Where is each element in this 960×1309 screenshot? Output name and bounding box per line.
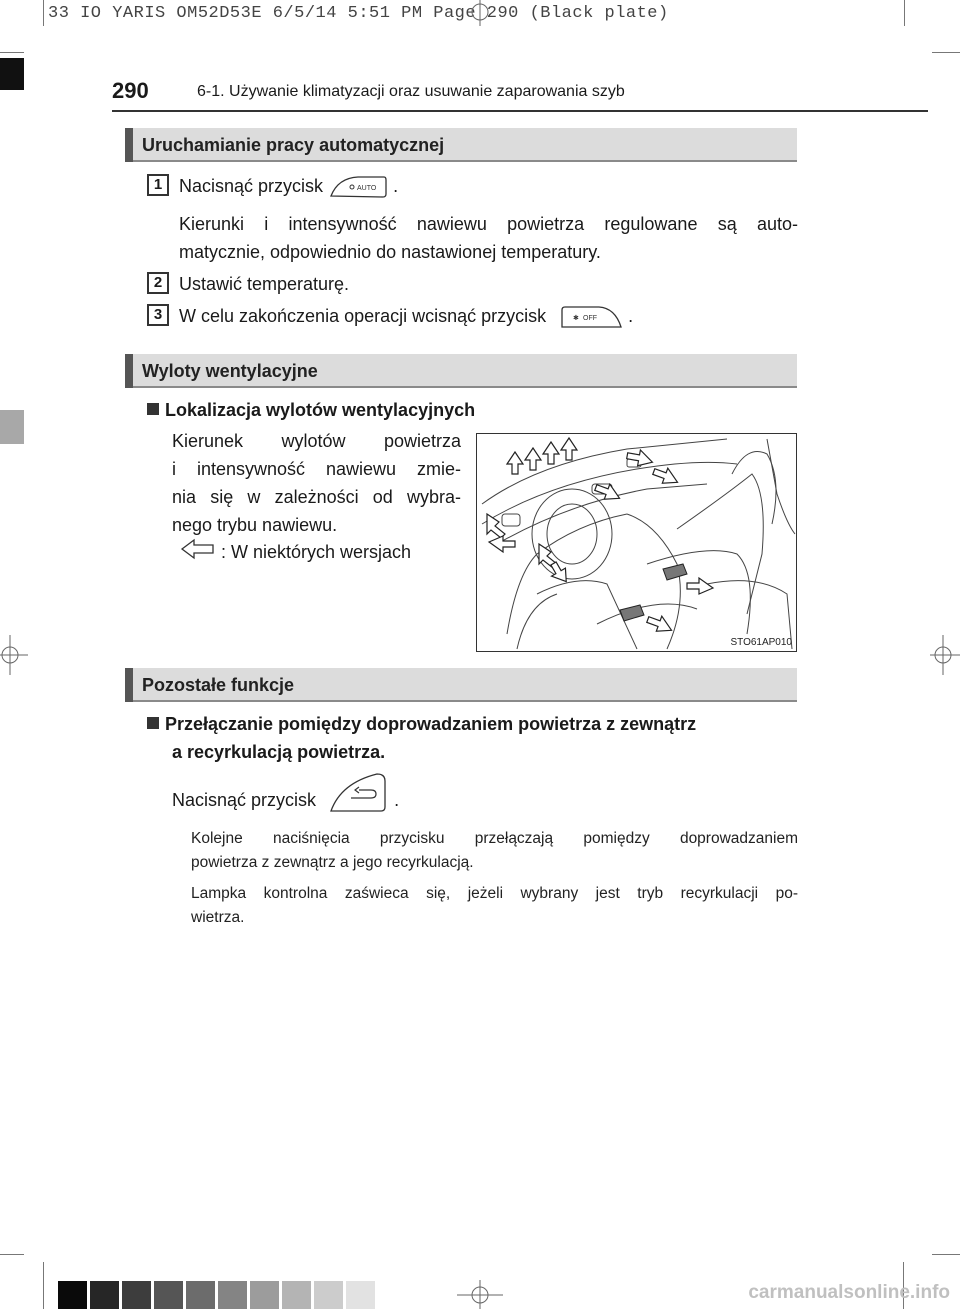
recirculation-subheading-text: Przełączanie pomiędzy doprowadzaniem powietrza z zewnątrz (165, 714, 697, 734)
tone-swatch (154, 1281, 183, 1309)
section-heading-auto (125, 128, 797, 162)
step-3-label: W celu zakończenia operacji wcisnąć przycisk (179, 306, 547, 326)
page-number: 290 (112, 78, 149, 103)
figure-code: STO61AP010 (730, 637, 792, 648)
crop-mark (0, 52, 24, 53)
vents-body-line3: nia się w zależności od wybra- (172, 487, 461, 507)
step-3-text (179, 302, 633, 330)
registration-mark-left (0, 630, 30, 680)
note-1-line1: Kolejne naciśnięcia przycisku przełączają pomiędzy doprowadzaniem (191, 830, 798, 847)
recirculation-subheading-line2: a recyrkulacją powietrza. (172, 742, 386, 762)
tone-swatch (250, 1281, 279, 1309)
section-title: Pozostałe funkcje (142, 675, 295, 695)
recirculation-instruction (172, 786, 399, 815)
section-title: Wyloty wentylacyjne (142, 361, 318, 381)
tone-swatch (282, 1281, 311, 1309)
registration-mark-bottom (455, 1280, 505, 1309)
recirculation-subheading-line1 (147, 710, 696, 738)
crop-mark (932, 52, 960, 53)
section-heading-vents (125, 354, 797, 388)
vents-body-line1: Kierunek wylotów powietrza (172, 431, 461, 451)
bullet-square-icon (147, 717, 159, 729)
recirculation-instruction-text: Nacisnąć przycisk (172, 790, 317, 810)
printer-slug: 33 IO YARIS OM52D53E 6/5/14 5:51 PM Page 290 (Black plate) (48, 4, 669, 23)
optional-vent-arrow-icon (180, 537, 216, 561)
step-1-text (179, 172, 398, 200)
step-number-3: 3 (147, 304, 169, 326)
step-number-1: 1 (147, 174, 169, 196)
auto-button-icon (328, 174, 388, 200)
running-title: 6-1. Używanie klimatyzacji oraz usuwanie zaparowania szyb (197, 83, 625, 100)
chapter-tab-gray (0, 410, 24, 444)
svg-text:✱: ✱ (573, 315, 580, 323)
step-1-note-line2: matycznie, odpowiednio do nastawionej temperatury. (179, 242, 601, 262)
step-3-period: . (628, 306, 634, 326)
auto-button-label: AUTO (357, 185, 377, 193)
crop-mark (43, 1262, 44, 1309)
tone-swatch (346, 1281, 375, 1309)
vents-subheading-text: Lokalizacja wylotów wentylacyjnych (165, 400, 476, 420)
bullet-square-icon (147, 403, 159, 415)
car-interior-illustration (477, 434, 796, 651)
vent-locations-figure (476, 433, 797, 652)
tone-swatch (122, 1281, 151, 1309)
section-heading-other (125, 668, 797, 702)
step-1-note-line1: Kierunki i intensywność nawiewu powietrza regulowane są auto- (179, 214, 798, 234)
off-button-icon (559, 304, 623, 330)
step-2-text: Ustawić temperaturę. (179, 274, 350, 294)
watermark: carmanualsonline.info (748, 1282, 950, 1303)
note-2-line2: wietrza. (191, 909, 245, 926)
tone-swatch (58, 1281, 87, 1309)
registration-mark-top (455, 0, 505, 26)
vents-body-line4: nego trybu nawiewu. (172, 515, 338, 535)
step-number-2: 2 (147, 272, 169, 294)
step-1-label: Nacisnąć przycisk (179, 176, 324, 196)
section-title: Uruchamianie pracy automatycznej (142, 135, 445, 155)
tone-swatch (186, 1281, 215, 1309)
recirculation-button-icon (327, 771, 389, 815)
vents-body-line2: i intensywność nawiewu zmie- (172, 459, 461, 479)
header-rule (112, 110, 928, 112)
recirculation-instruction-period: . (394, 790, 400, 810)
registration-mark-right (925, 630, 960, 680)
vents-legend-text: : W niektórych wersjach (221, 542, 412, 562)
tone-swatch (314, 1281, 343, 1309)
crop-mark (932, 1254, 960, 1255)
crop-mark (0, 1254, 24, 1255)
note-2-line1: Lampka kontrolna zaświeca się, jeżeli wybrany jest tryb recyrkulacji po- (191, 885, 798, 902)
chapter-tab-black (0, 58, 24, 90)
off-button-label: OFF (583, 315, 598, 323)
vents-subheading (147, 396, 475, 424)
note-1-line2: powietrza z zewnątrz a jego recyrkulacją. (191, 854, 474, 871)
tone-swatch (218, 1281, 247, 1309)
step-1-period: . (393, 176, 399, 196)
tone-swatch (90, 1281, 119, 1309)
